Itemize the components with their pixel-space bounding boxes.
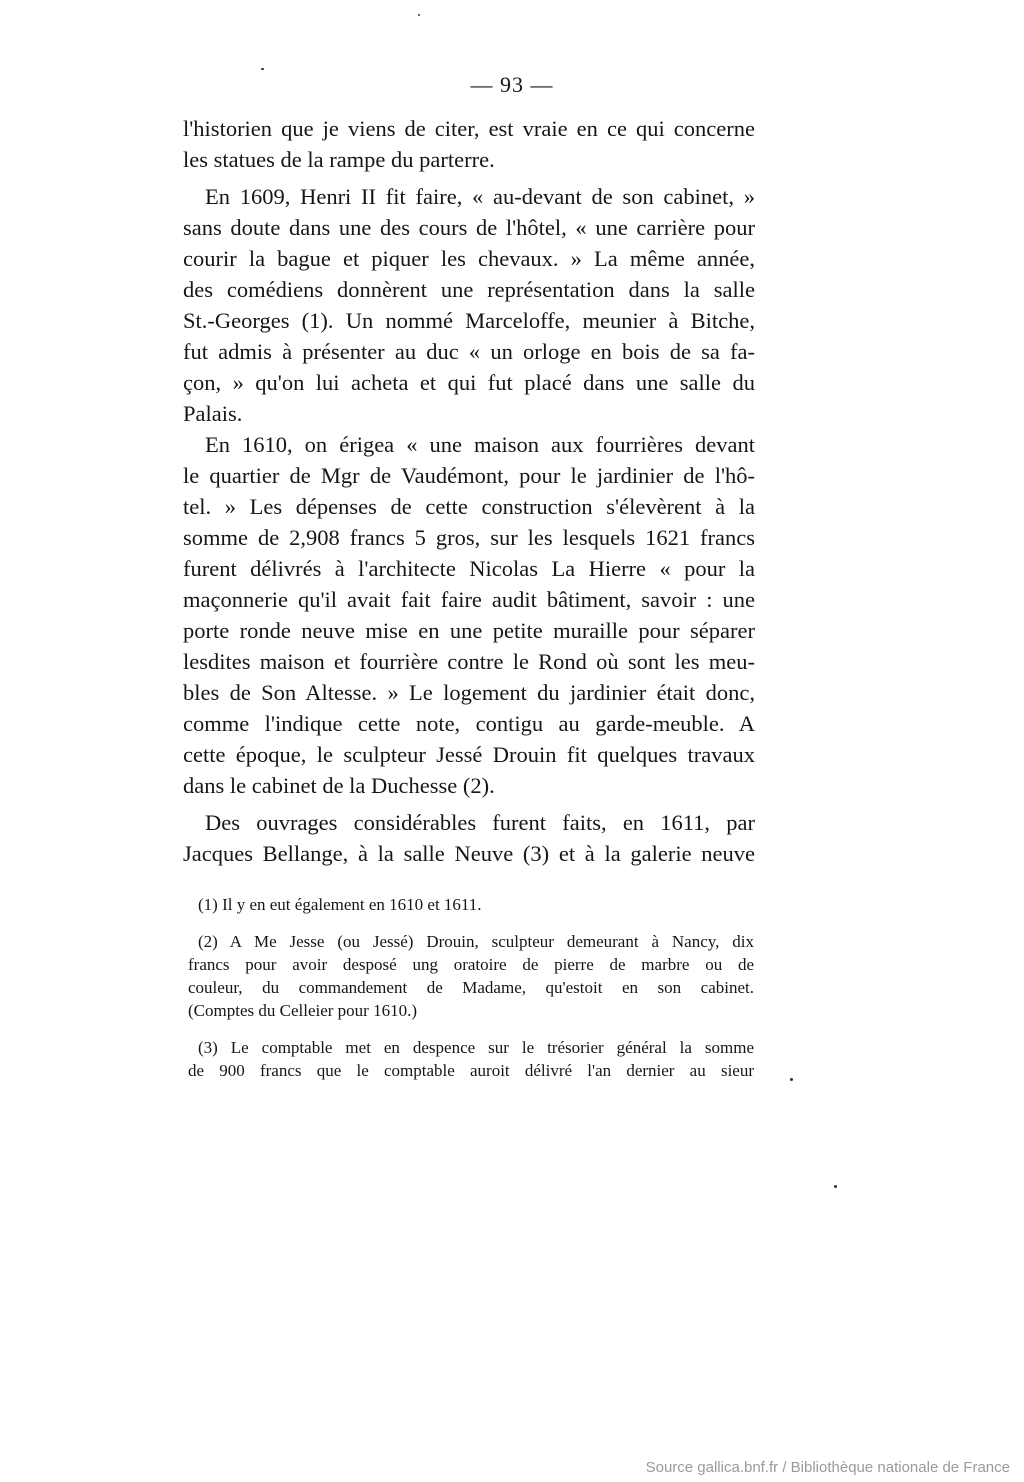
- scan-speck: [261, 68, 264, 70]
- text-line: fut admis à présenter au duc « un orloge en bois de sa fa-: [183, 339, 755, 364]
- footnote-2-line: couleur, du commandement de Madame, qu'estoit en son cabinet.: [188, 978, 754, 997]
- text-line: le quartier de Mgr de Vaudémont, pour le jardinier de l'hô-: [183, 463, 755, 488]
- text-line: bles de Son Altesse. » Le logement du jardinier était donc,: [183, 680, 755, 705]
- scan-speck: [418, 14, 420, 16]
- page-number: — 93 —: [470, 72, 554, 97]
- text-line: Jacques Bellange, à la salle Neuve (3) et à la galerie neuve: [183, 841, 755, 866]
- text-line: cette époque, le sculpteur Jessé Drouin fit quelques travaux: [183, 742, 755, 767]
- text-line: dans le cabinet de la Duchesse (2).: [183, 773, 495, 798]
- text-line: les statues de la rampe du parterre.: [183, 147, 495, 172]
- text-line: En 1610, on érigea « une maison aux fourrières devant: [205, 432, 755, 457]
- text-line: En 1609, Henri II fit faire, « au-devant de son cabinet, »: [205, 184, 755, 209]
- text-line: furent délivrés à l'architecte Nicolas La Hierre « pour la: [183, 556, 755, 581]
- text-line: somme de 2,908 francs 5 gros, sur les lesquels 1621 francs: [183, 525, 755, 550]
- source-credit: Source gallica.bnf.fr / Bibliothèque nationale de France: [645, 1459, 1010, 1476]
- footnotes: [188, 893, 754, 1082]
- text-line: çon, » qu'on lui acheta et qui fut placé dans une salle du: [183, 370, 755, 395]
- text-line: lesdites maison et fourrière contre le Rond où sont les meu-: [183, 649, 755, 674]
- text-line: Des ouvrages considérables furent faits, en 1611, par: [205, 810, 755, 835]
- text-line: l'historien que je viens de citer, est vraie en ce qui concerne: [183, 116, 755, 141]
- text-line: courir la bague et piquer les chevaux. » La même année,: [183, 246, 755, 271]
- text-line: comme l'indique cette note, contigu au garde-meuble. A: [183, 711, 755, 736]
- text-line: porte ronde neuve mise en une petite muraille pour séparer: [183, 618, 755, 643]
- footnote-2-line: francs pour avoir desposé ung oratoire de pierre de marbre ou de: [188, 955, 754, 974]
- footnote-1: (1) Il y en eut également en 1610 et 1611.: [198, 895, 482, 914]
- body-text: [183, 113, 755, 869]
- scan-speck: [834, 1185, 837, 1188]
- footnote-2-line: (Comptes du Celleier pour 1610.): [188, 1001, 417, 1020]
- footnote-3-line: de 900 francs que le comptable auroit délivré l'an dernier au sieur: [188, 1061, 754, 1080]
- text-line: Palais.: [183, 401, 243, 426]
- text-line: tel. » Les dépenses de cette construction s'élevèrent à la: [183, 494, 755, 519]
- footnote-3-line: (3) Le comptable met en despence sur le trésorier général la somme: [198, 1038, 754, 1057]
- text-line: sans doute dans une des cours de l'hôtel, « une carrière pour: [183, 215, 755, 240]
- scan-speck: [790, 1078, 793, 1081]
- text-line: St.-Georges (1). Un nommé Marceloffe, meunier à Bitche,: [183, 308, 755, 333]
- text-line: maçonnerie qu'il avait fait faire audit bâtiment, savoir : une: [183, 587, 755, 612]
- text-line: des comédiens donnèrent une représentation dans la salle: [183, 277, 755, 302]
- footnote-2-line: (2) A Me Jesse (ou Jessé) Drouin, sculpteur demeurant à Nancy, dix: [198, 932, 754, 951]
